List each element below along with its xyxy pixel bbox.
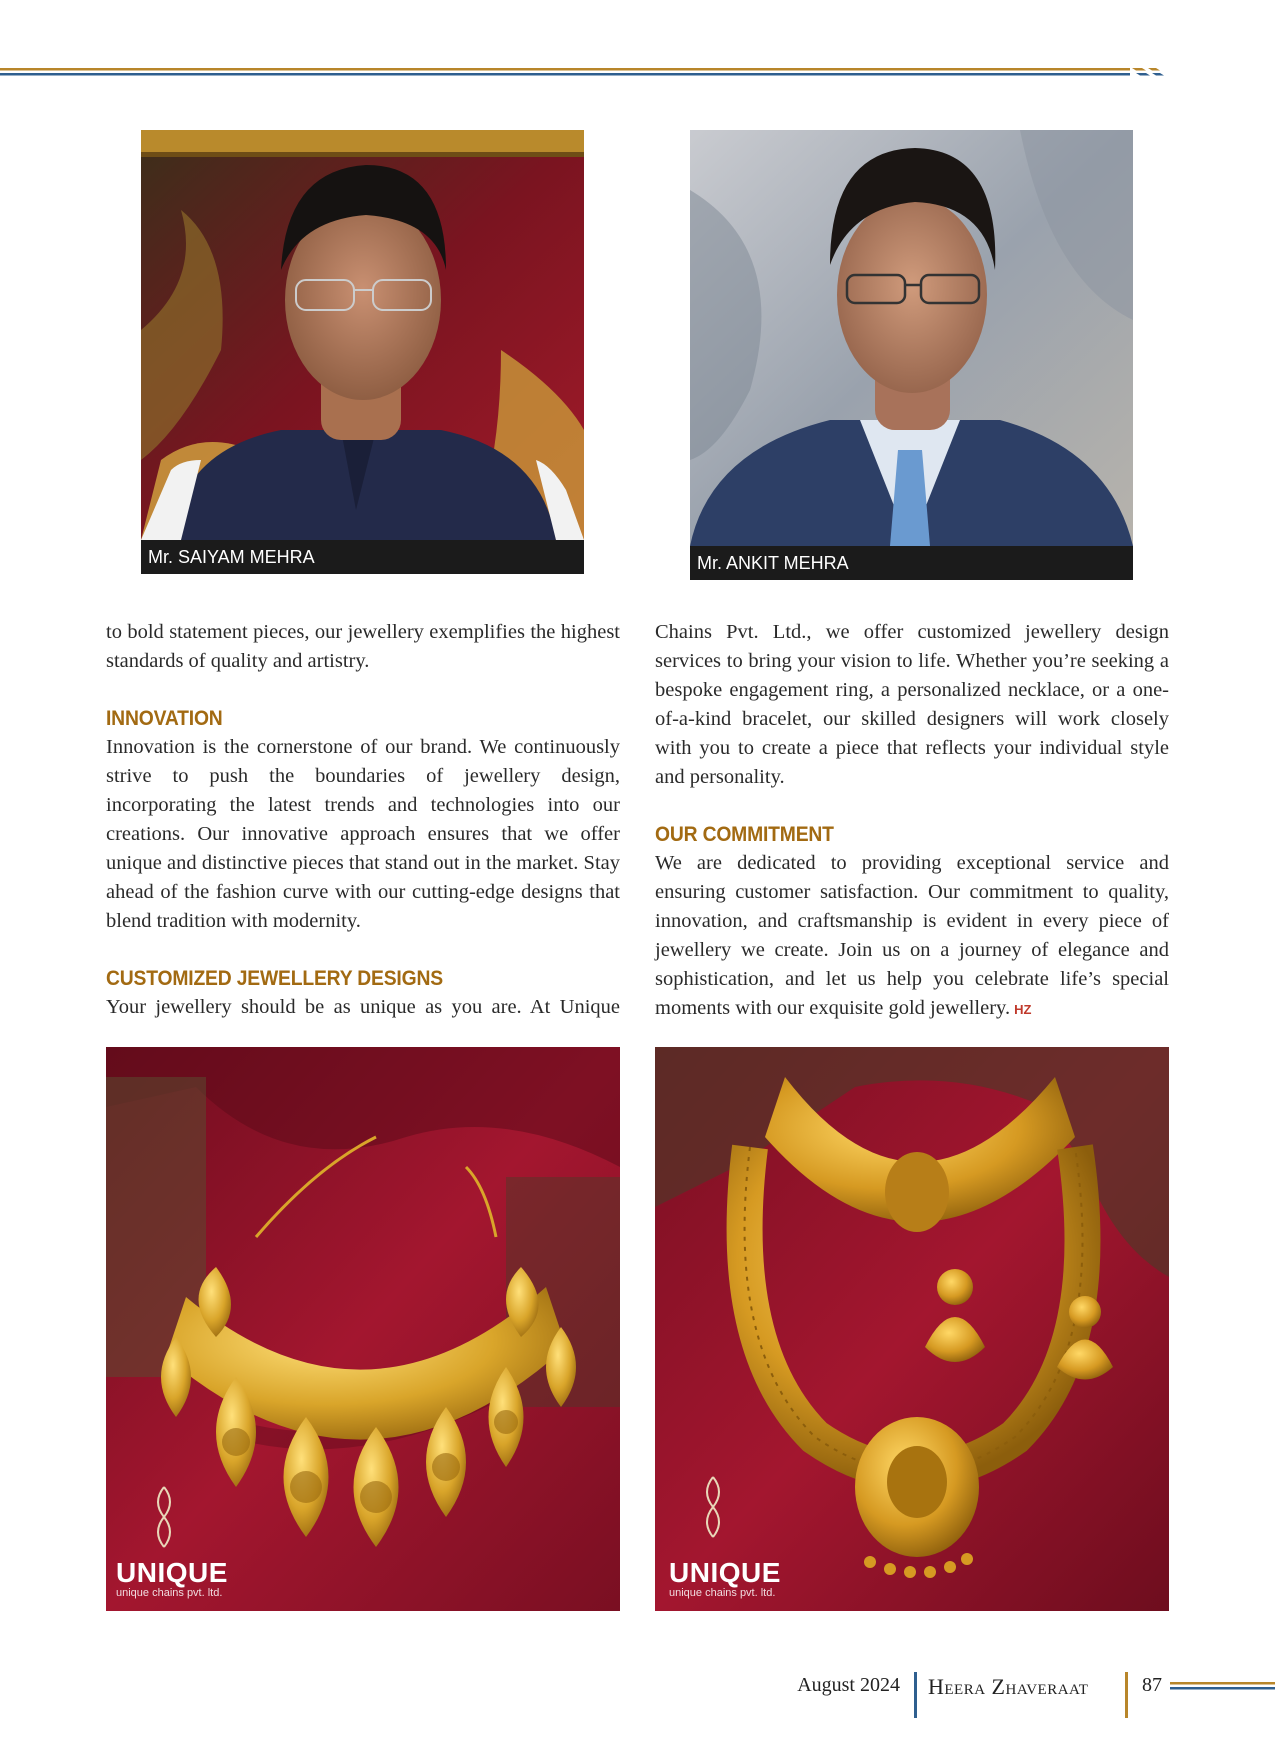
right-text-column: [655, 618, 1169, 1024]
intro-paragraph: to bold statement pieces, our jewellery exemplifies the highest standards of quality and artistry.: [106, 621, 620, 672]
footer-rule: [1170, 1682, 1275, 1692]
magazine-title: Heera Zhaveraat: [928, 1674, 1089, 1699]
brand-name: UNIQUE: [669, 1557, 781, 1588]
necklace-set-photo-right: [655, 1047, 1169, 1611]
necklace-image: [106, 1047, 620, 1611]
commitment-heading: OUR COMMITMENT: [655, 823, 834, 846]
customized-paragraph: Your jewellery should be as unique as you are. At Unique: [106, 996, 620, 1018]
caption-saiyam-mehra: Mr. SAIYAM MEHRA: [141, 540, 584, 574]
customized-continued-paragraph: Chains Pvt. Ltd., we offer customized jewellery design services to bring your vision to life. Whether you’re seeking a bespoke engagement ring, a personalized necklace, or a one-of-a-kind bracelet, our skilled designers will work closely with you to create a piece that reflects your individual style and personality.: [655, 621, 1169, 788]
caption-ankit-mehra: Mr. ANKIT MEHRA: [690, 546, 1133, 580]
issue-date: August 2024: [797, 1674, 900, 1696]
brand-subtitle: unique chains pvt. ltd.: [116, 1587, 223, 1599]
footer-divider-blue: [914, 1672, 917, 1718]
portrait-saiyam-mehra: [141, 130, 584, 540]
innovation-paragraph: Innovation is the cornerstone of our brand. We continuously strive to push the boundaries of jewellery design, incorporating the latest trends and technologies into our creations. Our innovative approach ensures that we offer unique and distinctive pieces that stand out in the market. Stay ahead of the fashion curve with our cutting-edge designs that blend tradition with modernity.: [106, 736, 620, 932]
brand-logo-left: [116, 1559, 228, 1600]
commitment-paragraph: [655, 849, 1169, 1024]
brand-name: UNIQUE: [116, 1557, 228, 1588]
innovation-heading: INNOVATION: [106, 707, 223, 730]
necklace-photo-left: [106, 1047, 620, 1611]
portrait-image: [690, 130, 1133, 546]
necklace-set-image: [655, 1047, 1169, 1611]
header-rule: [0, 68, 1165, 78]
page-footer: [0, 1672, 1275, 1722]
portrait-ankit-mehra: [690, 130, 1133, 546]
footer-divider-gold: [1125, 1672, 1128, 1718]
page-number: 87: [1142, 1674, 1162, 1696]
left-text-column: [106, 618, 620, 1022]
brand-logo-right: [669, 1559, 781, 1600]
commitment-text: We are dedicated to providing exceptional service and ensuring customer satisfaction. Our commitment to quality, innovation, and craftsmanship is evident in every piece of jewellery we create. Join us on a journey of elegance and sophistication, and let us help you celebrate life’s special moments with our exquisite gold jewellery.: [655, 852, 1169, 1019]
brand-subtitle: unique chains pvt. ltd.: [669, 1587, 776, 1599]
portrait-image: [141, 130, 584, 540]
end-mark-icon: HZ: [1014, 1002, 1032, 1017]
customized-heading: CUSTOMIZED JEWELLERY DESIGNS: [106, 967, 443, 990]
